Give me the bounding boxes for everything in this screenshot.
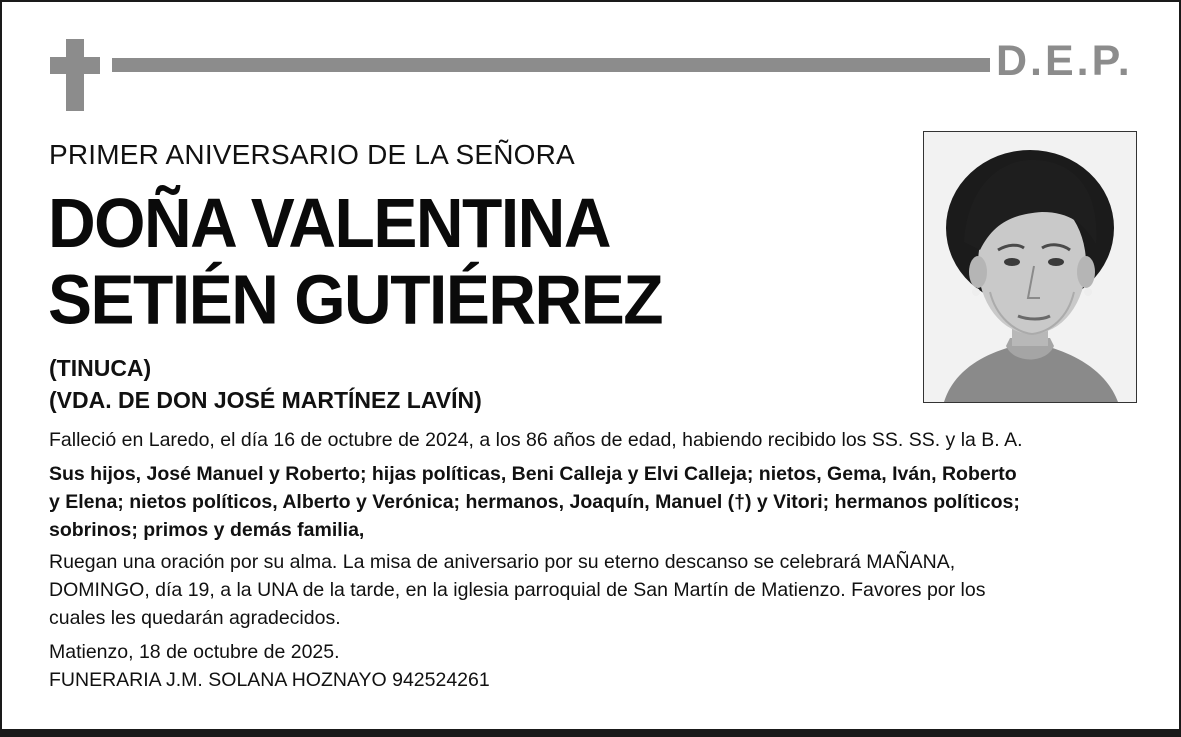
anniversary-intro: PRIMER ANIVERSARIO DE LA SEÑORA — [49, 139, 575, 170]
name-line-1: DOÑA VALENTINA — [48, 183, 610, 262]
cross-icon — [50, 39, 100, 111]
place-date: Matienzo, 18 de octubre de 2025. — [49, 641, 340, 663]
family-line-2: y Elena; nietos políticos, Alberto y Verónica; hermanos, Joaquín, Manuel (†) y Vitori; hermanos políticos; — [49, 491, 1020, 513]
family-block — [49, 460, 1149, 544]
mass-request — [49, 548, 1149, 632]
portrait-illustration — [924, 132, 1136, 402]
nickname: (TINUCA) — [49, 355, 152, 381]
request-line-3: cuales les quedarán agradecidos. — [49, 607, 341, 629]
family-line-3: sobrinos; primos y demás familia, — [49, 519, 365, 541]
closing-block — [49, 638, 1149, 694]
header-rule — [112, 58, 990, 72]
family-line-1: Sus hijos, José Manuel y Roberto; hijas políticas, Beni Calleja y Elvi Calleja; nietos, Gema, Iván, Roberto — [49, 463, 1017, 485]
nickname-block — [49, 352, 482, 416]
request-line-1: Ruegan una oración por su alma. La misa de aniversario por su eterno descanso se celebrará MAÑANA, — [49, 551, 956, 573]
portrait-photo — [923, 131, 1137, 403]
death-notice: Falleció en Laredo, el día 16 de octubre de 2024, a los 86 años de edad, habiendo recibido los SS. SS. y la B. A. — [49, 429, 1023, 451]
funeral-home: FUNERARIA J.M. SOLANA HOZNAYO 942524261 — [49, 669, 490, 691]
dep-label: D.E.P. — [996, 37, 1133, 85]
name-line-2: SETIÉN GUTIÉRREZ — [48, 260, 663, 339]
widow-of: (VDA. DE DON JOSÉ MARTÍNEZ LAVÍN) — [49, 387, 482, 413]
request-line-2: DOMINGO, día 19, a la UNA de la tarde, en la iglesia parroquial de San Martín de Matienzo. Favores por los — [49, 579, 986, 601]
deceased-name — [48, 185, 662, 338]
